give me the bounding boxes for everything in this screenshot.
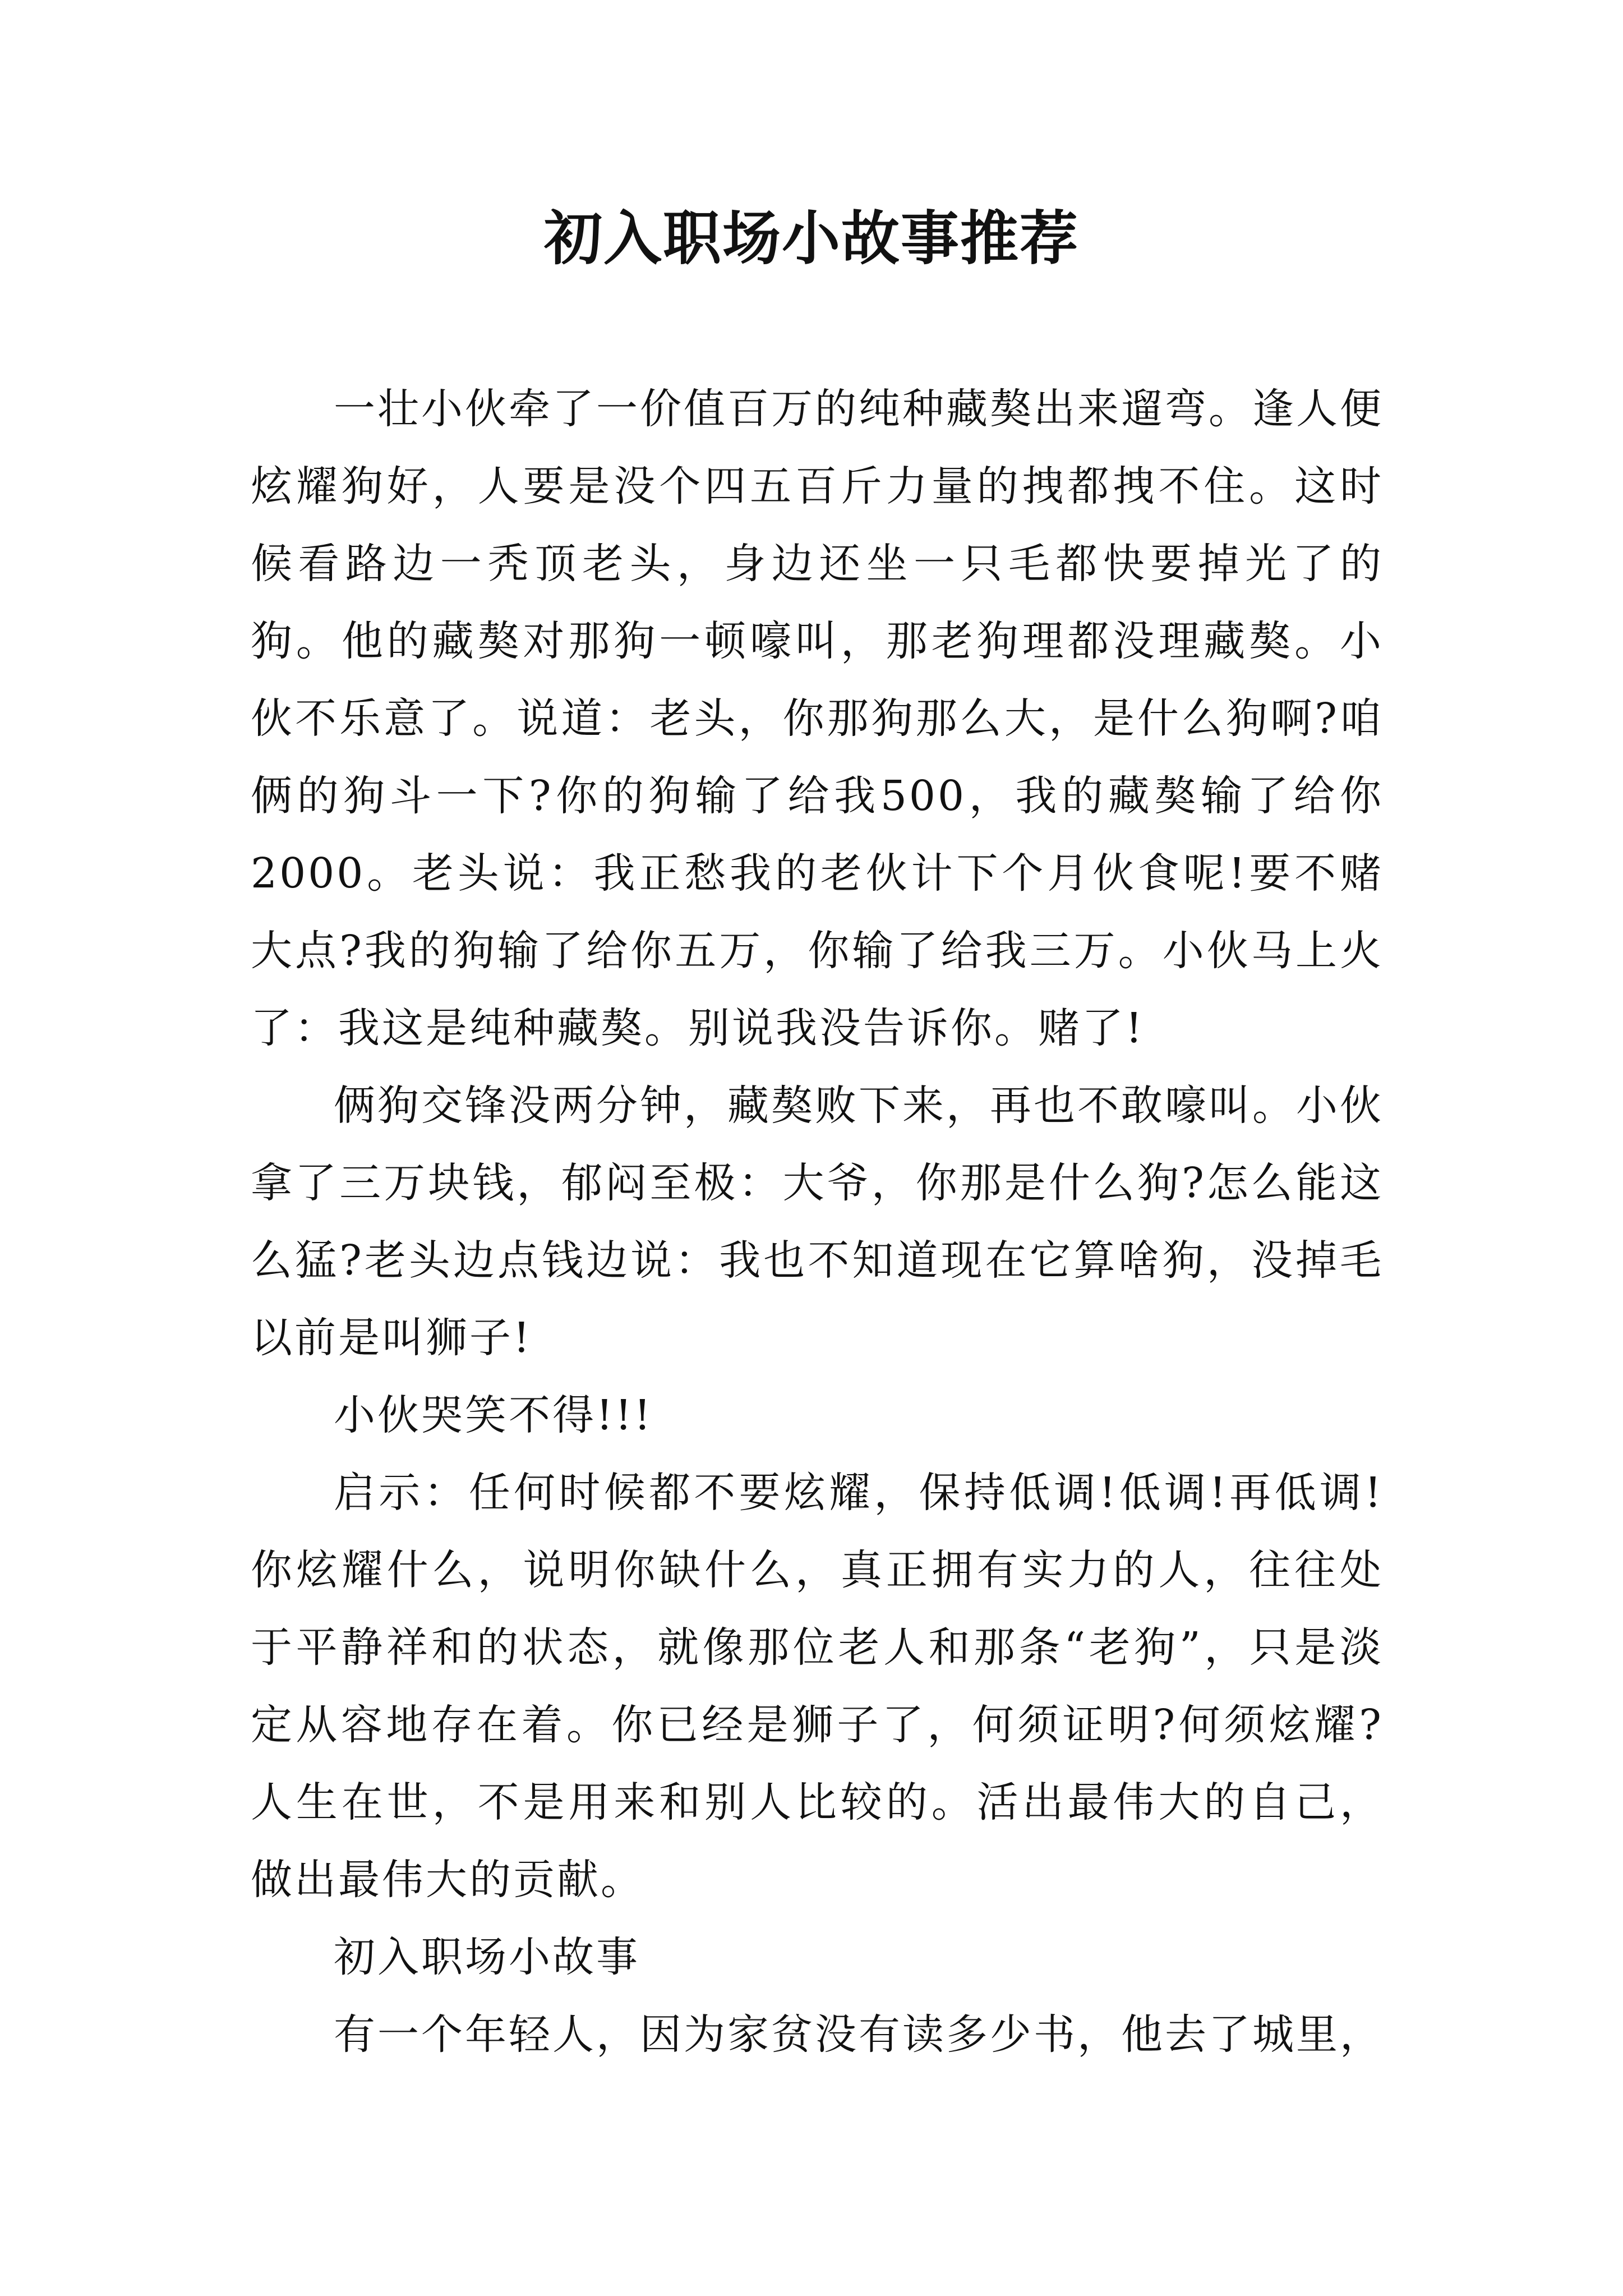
document-title: 初入职场小故事推荐 xyxy=(543,204,1079,273)
paragraph-reaction: 小伙哭笑不得!!! xyxy=(334,1391,653,1439)
paragraph-dog-fight: 俩狗交锋没两分钟，藏獒败下来，再也不敢嚎叫。小伙拿了三万块钱，郁闷至极：大爷，你那是什么狗?怎么能这么猛?老头边点钱边说：我也不知道现在它算啥狗，没掉毛以前是叫狮子! xyxy=(251,1082,1384,1362)
section-heading: 初入职场小故事 xyxy=(334,1933,640,1981)
paragraph-lesson: 启示：任何时候都不要炫耀，保持低调!低调!再低调!你炫耀什么，说明你缺什么，真正拥有实力的人，往往处于平静祥和的状态，就像那位老人和那条“老狗”，只是淡定从容地存在着。你已经是狮子了，何须证明?何须炫耀?人生在世，不是用来和别人比较的。活出最伟大的自己，做出最伟大的贡献。 xyxy=(251,1469,1384,1904)
paragraph-story-opening: 一壮小伙牵了一价值百万的纯种藏獒出来遛弯。逢人便炫耀狗好，人要是没个四五百斤力量的拽都拽不住。这时候看路边一秃顶老头，身边还坐一只毛都快要掉光了的狗。他的藏獒对那狗一顿嚎叫，那老狗理都没理藏獒。小伙不乐意了。说道：老头，你那狗那么大，是什么狗啊?咱俩的狗斗一下?你的狗输了给我500，我的藏獒输了给你2000。老头说：我正愁我的老伙计下个月伙食呢!要不赌大点?我的狗输了给你五万，你输了给我三万。小伙马上火了：我这是纯种藏獒。别说我没告诉你。赌了! xyxy=(251,385,1384,1052)
document-body xyxy=(251,370,1384,2073)
paragraph-second-story: 有一个年轻人，因为家贫没有读多少书，他去了城里， xyxy=(334,2010,1384,2059)
